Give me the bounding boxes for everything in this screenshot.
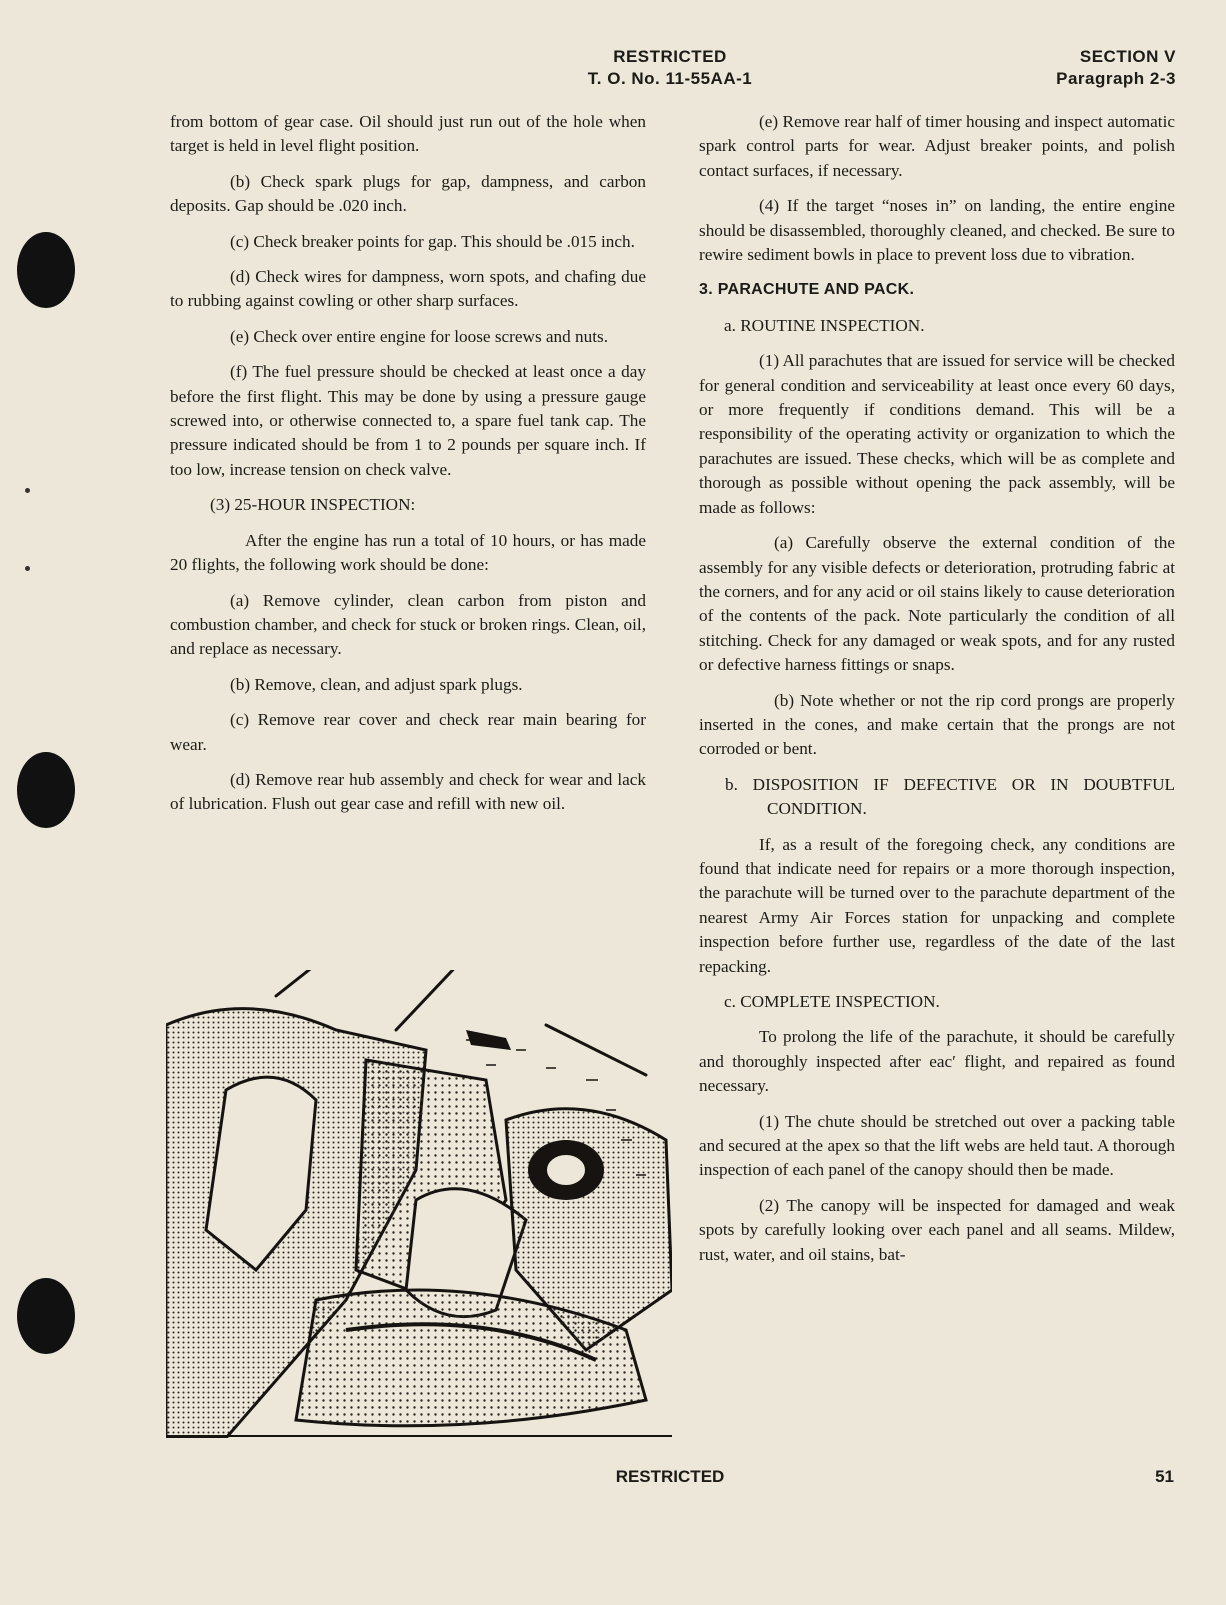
header-section: SECTION V: [1079, 47, 1176, 66]
paragraph: If, as a result of the foregoing check, any conditions are found that indicate need for repairs or a more thorough inspection, the parachute will be turned over to the parachute department of the nearest Army Air Forces station for unpacking and complete inspection before further use, regardless of the date of the last repacking.: [699, 834, 1175, 976]
paragraph: (d) Remove rear hub assembly and check for wear and lack of lubrication. Flush out gear case and refill with new oil.: [170, 769, 646, 814]
footer-classification: RESTRICTED: [615, 1467, 725, 1486]
left-column: [170, 110, 646, 828]
speck: [25, 488, 30, 493]
paragraph: from bottom of gear case. Oil should just run out of the hole when target is held in level flight position.: [170, 112, 646, 156]
paragraph: (b) Note whether or not the rip cord prongs are properly inserted in the cones, and make certain that the prongs are not corroded or bent.: [699, 690, 1175, 759]
paragraph: (2) The canopy will be inspected for damaged and weak spots by carefully looking over each panel and all seams. Mildew, rust, water, and oil stains, bat-: [699, 1195, 1175, 1264]
paragraph: (a) Carefully observe the external condition of the assembly for any visible defects or deterioration, protruding fabric at the corners, and for any acid or oil stains likely to cause deterioration of the contents of the pack. Note particularly the condition of all stitching. Check for any damaged or weak spots, and for any rusted or defective harness fittings or snaps.: [699, 533, 1175, 675]
paragraph: (e) Check over entire engine for loose screws and nuts.: [230, 326, 608, 346]
paragraph: (d) Check wires for dampness, worn spots, and chafing due to rubbing against cowling or other sharp surfaces.: [170, 267, 646, 311]
subsection-heading: b. DISPOSITION IF DEFECTIVE OR IN DOUBTFUL CONDITION.: [725, 774, 1175, 819]
speck: [25, 566, 30, 571]
paragraph: (a) Remove cylinder, clean carbon from piston and combustion chamber, and check for stuck or broken rings. Clean, oil, and replace as necessary.: [170, 590, 646, 659]
page-header-right: [1056, 46, 1176, 90]
subsection-heading: c. COMPLETE INSPECTION.: [724, 992, 940, 1011]
header-classification: RESTRICTED: [613, 47, 727, 66]
section-heading: 3. PARACHUTE AND PACK.: [699, 281, 915, 299]
paragraph: (1) The chute should be stretched out over a packing table and secured at the apex so that the lift webs are held taut. A thorough inspection of each panel of the canopy should then be made.: [699, 1111, 1175, 1180]
paragraph: (e) Remove rear half of timer housing and inspect automatic spark control parts for wear. Adjust breaker points, and polish contact surfaces, if necessary.: [699, 112, 1175, 180]
binder-hole: [17, 1278, 75, 1354]
paragraph: (4) If the target “noses in” on landing, the entire engine should be disassembled, thoroughly cleaned, and checked. Be sure to rewire sediment bowls in place to prevent loss due to vibration.: [699, 196, 1175, 265]
paragraph: (1) All parachutes that are issued for service will be checked for general condition and serviceability at least once every 60 days, or more frequently if conditions demand. This will be a responsibility of the operating activity or organization to which the parachutes are issued. These checks, which will be as complete and thorough as possible without opening the pack assembly, will be made as follows:: [699, 351, 1175, 517]
paragraph: (c) Remove rear cover and check rear main bearing for wear.: [170, 710, 646, 754]
paragraph: To prolong the life of the parachute, it should be carefully and thoroughly inspected after eacʹ flight, and repaired as found necessary.: [699, 1027, 1175, 1096]
subsection-heading: a. ROUTINE INSPECTION.: [724, 315, 925, 335]
right-column: [699, 110, 1175, 1278]
illustration-soldiers-with-target: [166, 970, 672, 1438]
paragraph: (c) Check breaker points for gap. This should be .015 inch.: [230, 231, 635, 251]
paragraph: (b) Check spark plugs for gap, dampness, and carbon deposits. Gap should be .020 inch.: [170, 171, 646, 216]
binder-hole: [17, 232, 75, 308]
page-number: 51: [1155, 1467, 1174, 1486]
binder-hole: [17, 752, 75, 828]
header-paragraph: Paragraph 2-3: [1056, 69, 1176, 88]
subsection-heading: (3) 25-HOUR INSPECTION:: [210, 495, 416, 515]
paragraph: After the engine has run a total of 10 hours, or has made 20 flights, the following work should be done:: [170, 530, 646, 575]
header-to-number: T. O. No. 11-55AA-1: [587, 69, 753, 88]
page-header-center: [540, 46, 800, 90]
paragraph: (b) Remove, clean, and adjust spark plugs.: [230, 674, 523, 694]
paragraph: (f) The fuel pressure should be checked at least once a day before the first flight. This may be done by using a pressure gauge screwed into, or otherwise connected to, a spare fuel tank cap. The pressure indicated should be from 1 to 2 pounds per square inch. If too low, increase tension on check valve.: [170, 362, 646, 479]
